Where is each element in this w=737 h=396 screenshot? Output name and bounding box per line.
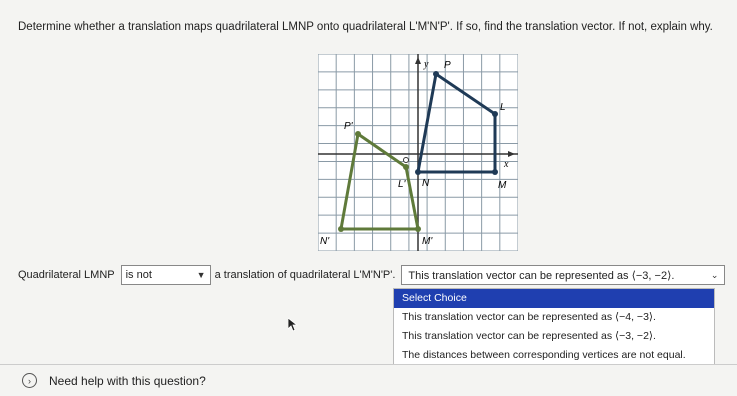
dropdown-header[interactable]: Select Choice [394, 289, 714, 308]
point-n [415, 169, 421, 175]
label-n: N [422, 178, 430, 189]
point-p-prime [355, 131, 361, 137]
mouse-cursor-icon [288, 318, 300, 332]
chevron-down-icon: ⌄ [710, 269, 719, 280]
explanation-select[interactable] [401, 265, 725, 285]
point-p [433, 71, 439, 77]
help-bar[interactable] [0, 364, 737, 396]
relation-select-value: is not [125, 269, 152, 281]
answer-middle: a translation of quadrilateral L'M'N'P'. [214, 269, 396, 281]
label-m-prime: M' [422, 236, 433, 247]
label-p-prime: P' [344, 121, 353, 132]
relation-select[interactable] [121, 265, 211, 285]
label-p: P [444, 60, 451, 71]
chevron-down-icon: ▼ [196, 270, 206, 280]
y-axis-label: y [424, 59, 429, 70]
explanation-select-value: This translation vector can be represented as ⟨−3, −2⟩. [408, 269, 675, 282]
coordinate-graph [318, 54, 518, 251]
label-l: L [500, 102, 506, 113]
origin-marker [404, 158, 409, 163]
point-n-prime [338, 226, 344, 232]
explanation-dropdown-menu [393, 288, 715, 366]
chevron-right-icon[interactable]: › [22, 373, 37, 388]
label-l-prime: L' [398, 179, 406, 190]
label-n-prime: N' [320, 236, 330, 247]
dropdown-option[interactable]: This translation vector can be represented as ⟨−3, −2⟩. [402, 330, 656, 342]
dropdown-option[interactable]: The distances between corresponding vertices are not equal. [402, 349, 686, 361]
dropdown-option[interactable]: This translation vector can be represented as ⟨−4, −3⟩. [402, 311, 656, 323]
answer-row [18, 264, 730, 286]
question-text: Determine whether a translation maps quadrilateral LMNP onto quadrilateral L'M'N'P'. If so, find the translation vector. If not, explain why. [18, 21, 713, 33]
point-l [492, 111, 498, 117]
point-m [492, 169, 498, 175]
answer-prefix: Quadrilateral LMNP [18, 269, 115, 281]
point-m-prime [415, 226, 421, 232]
help-label[interactable]: Need help with this question? [49, 373, 206, 388]
label-m: M [498, 180, 507, 191]
x-axis-label: x [504, 159, 509, 170]
point-l-prime [403, 164, 409, 170]
